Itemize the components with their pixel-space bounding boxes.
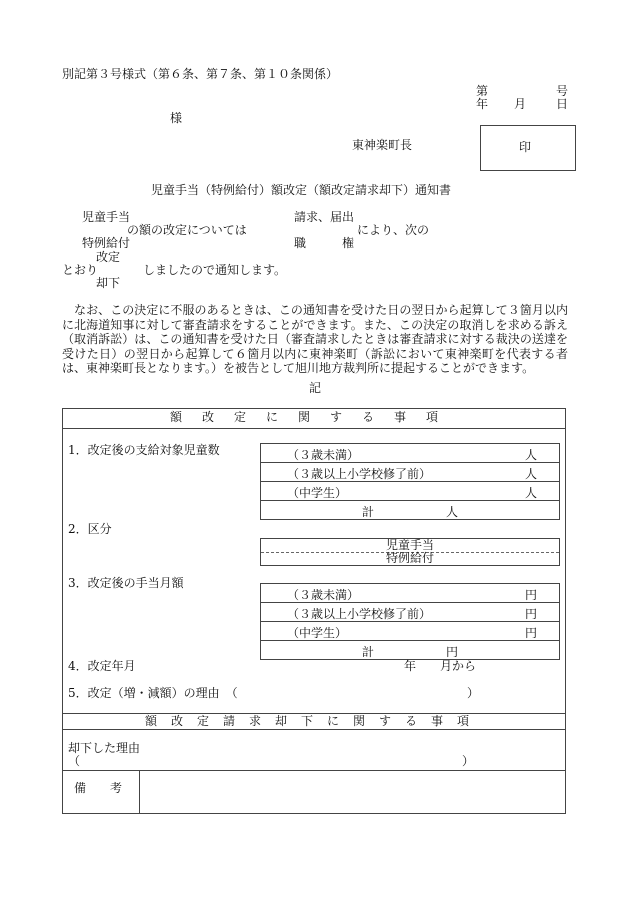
total-label: 計 円	[361, 645, 458, 659]
date-day: 日	[556, 97, 569, 111]
choice-seikyu-todokede: 請求、届出	[294, 210, 355, 224]
number-suffix: 号	[556, 84, 569, 98]
total-label: 計 人	[361, 505, 458, 519]
item5-label: 5．改定（増・減額）の理由 （	[68, 686, 238, 700]
item5-close: ）	[467, 686, 480, 700]
text-toori: とおり	[62, 263, 99, 277]
divider	[62, 770, 566, 771]
row-label: （３歳以上小学校修了前）	[287, 607, 432, 621]
row-label: （３歳未満）	[287, 588, 360, 602]
row-unit: 人	[524, 448, 537, 462]
row-unit: 円	[524, 607, 537, 621]
kubun-jidou-teate: 児童手当	[385, 538, 434, 552]
reject-close: ）	[462, 754, 475, 768]
recipient-honorific: 様	[170, 111, 183, 125]
row-label: （中学生）	[287, 486, 348, 500]
item1-label: 1．改定後の支給対象児童数	[68, 443, 220, 457]
remarks-label: 備 考	[74, 781, 123, 795]
row-unit: 円	[524, 588, 537, 602]
text-shimashita: しましたので通知します。	[143, 263, 287, 277]
divider	[62, 729, 566, 730]
divider	[62, 428, 566, 429]
amount-row	[260, 583, 560, 603]
row-unit: 人	[524, 486, 537, 500]
form-number: 別記第３号様式（第６条、第７条、第１０条関係）	[62, 67, 339, 81]
kubun-tokurei-kyufu: 特例給付	[385, 551, 434, 565]
amount-total-row	[260, 640, 560, 660]
choice-kyakka: 却下	[96, 276, 121, 290]
date-month: 月	[514, 97, 527, 111]
document-title: 児童手当（特例給付）額改定（額改定請求却下）通知書	[151, 183, 452, 197]
children-row	[260, 462, 560, 482]
children-row	[260, 481, 560, 501]
item4-label: 4．改定年月	[68, 659, 136, 673]
amount-row	[260, 602, 560, 622]
choice-tokurei-kyufu: 特例給付	[82, 236, 131, 250]
date-year: 年	[476, 97, 489, 111]
row-label: （３歳未満）	[287, 448, 360, 462]
item3-label: 3．改定後の手当月額	[68, 576, 184, 590]
item2-label: 2．区分	[68, 522, 112, 536]
number-prefix: 第	[476, 84, 489, 98]
amount-row	[260, 621, 560, 641]
reject-open: （	[68, 754, 81, 768]
choice-kaitei: 改定	[96, 250, 121, 264]
section2-header: 額改定請求却下に関する事項	[144, 714, 483, 728]
seal-box	[480, 125, 576, 171]
row-unit: 人	[524, 467, 537, 481]
row-label: （３歳以上小学校修了前）	[287, 467, 432, 481]
issuer-name: 東神楽町長	[352, 138, 413, 152]
row-label: （中学生）	[287, 626, 348, 640]
item4-value: 年 月から	[404, 659, 477, 673]
reject-reason-label: 却下した理由	[68, 741, 141, 755]
seal-label: 印	[519, 140, 532, 154]
children-row	[260, 443, 560, 463]
choice-shokken: 職 権	[294, 236, 355, 250]
choice-jidou-teate: 児童手当	[82, 210, 131, 224]
remarks-divider	[139, 770, 140, 814]
kubun-box	[260, 538, 560, 566]
section1-header: 額改定に関する事項	[169, 410, 458, 424]
row-unit: 円	[524, 626, 537, 640]
text-no-gaku: の額の改定については	[127, 223, 247, 237]
appeal-notice: なお、この決定に不服のあるときは、この通知書を受けた日の翌日から起算して３箇月以内に北海道知事に対して審査請求をすることができます。また、この決定の取消しを求める訴え（取消訴訟）は、この通知書を受けた日（審査請求したときは審査請求に対する裁決の送達を受けた日）の翌日から起算して６箇月以内に東神楽町（訴訟において東神楽町を代表する者は、東神楽町長となります。）を被告として旭川地方裁判所に提起することができます。	[62, 303, 568, 375]
ki-label: 記	[309, 381, 322, 395]
children-total-row	[260, 500, 560, 520]
text-niyori: により、次の	[357, 223, 430, 237]
